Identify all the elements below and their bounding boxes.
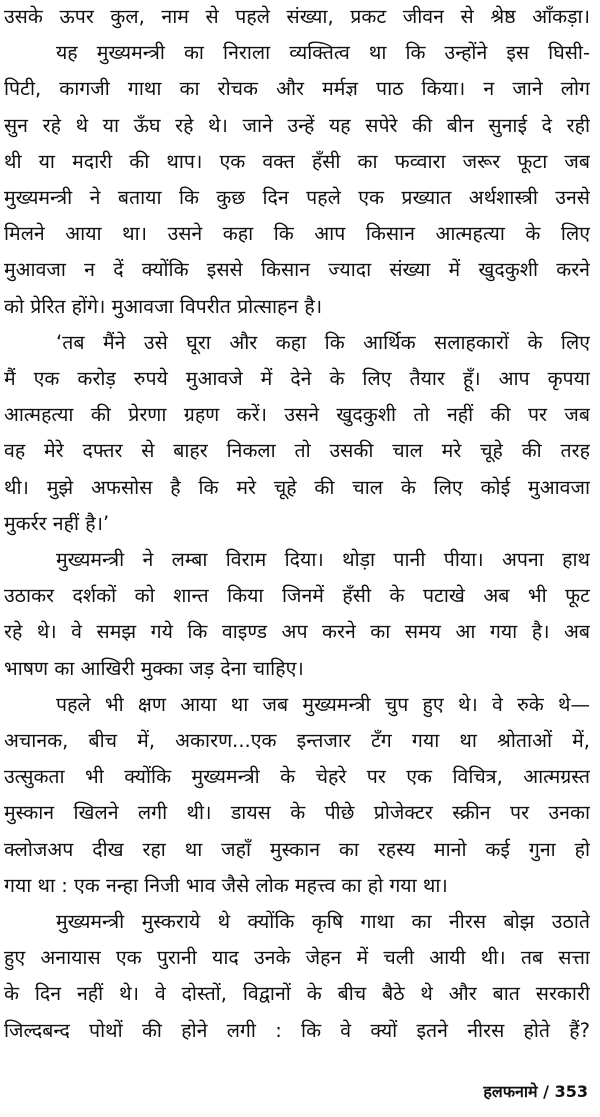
text-line: हुए अनायास एक पुरानी याद उनके जेहन में चली आयी थी। तब सत्ता	[4, 946, 590, 970]
text-line: क्लोजअप दीख रहा था जहाँ मुस्कान का रहस्य मानो कई गुना हो	[4, 837, 590, 861]
text-line: पिटी, कागजी गाथा का रोचक और मर्मज्ञ पाठ किया। न जाने लोग	[4, 77, 590, 101]
text-line: वह मेरे दफ्तर से बाहर निकला तो उसकी चाल मरे चूहे की तरह	[4, 439, 590, 463]
text-line: आत्महत्या की प्रेरणा ग्रहण करें। उसने खुदकुशी तो नहीं की पर जब	[4, 403, 590, 427]
text-line: गया था : एक नन्हा निजी भाव जैसे लोक महत्त्व का हो गया था।	[4, 873, 448, 897]
text-line: थी। मुझे अफसोस है कि मरे चूहे की चाल के लिए कोई मुआवजा	[4, 475, 590, 499]
text-line: मुकर्रर नहीं है।’	[4, 511, 110, 535]
page-footer-title-and-number: हलफनामे / 353	[483, 1082, 588, 1101]
text-line: मैं एक करोड़ रुपये मुआवजे में देने के लिए तैयार हूँ। आप कृपया	[4, 367, 590, 390]
text-line: उत्सुकता भी क्योंकि मुख्यमन्त्री के चेहरे पर एक विचित्र, आत्मग्रस्त	[4, 765, 590, 789]
text-line: रहे थे। वे समझ गये कि वाइण्ड अप करने का समय आ गया है। अब	[4, 620, 590, 644]
text-line: मुख्यमन्त्री ने बताया कि कुछ दिन पहले एक प्रख्यात अर्थशास्त्री उनसे	[4, 186, 590, 209]
text-line: सुन रहे थे या ऊँघ रहे थे। जाने उन्हें यह सपेरे की बीन सुनाई दे रही	[4, 113, 590, 137]
text-line: मुआवजा न दें क्योंकि इससे किसान ज्यादा संख्या में खुदकुशी करने	[4, 258, 590, 282]
text-line: मुख्यमन्त्री मुस्कराये थे क्योंकि कृषि गाथा का नीरस बोझ उठाते	[56, 910, 590, 933]
text-line: पहले भी क्षण आया था जब मुख्यमन्त्री चुप हुए थे। वे रुके थे—	[56, 692, 590, 716]
text-line: ‘तब मैंने उसे घूरा और कहा कि आर्थिक सलाहकारों के लिए	[56, 330, 590, 354]
text-line: मिलने आया था। उसने कहा कि आप किसान आत्महत्या के लिए	[4, 222, 590, 246]
text-line: थी या मदारी की थाप। एक वक्त हँसी का फव्वारा जरूर फूटा जब	[4, 149, 590, 173]
text-line: यह मुख्यमन्त्री का निराला व्यक्तित्व था कि उन्होंने इस घिसी-	[56, 41, 590, 65]
text-line: उठाकर दर्शकों को शान्त किया जिनमें हँसी के पटाखे अब भी फूट	[4, 584, 590, 608]
text-line: उसके ऊपर कुल, नाम से पहले संख्या, प्रकट जीवन से श्रेष्ठ आँकड़ा।	[4, 5, 590, 28]
text-line: मुख्यमन्त्री ने लम्बा विराम दिया। थोड़ा पानी पीया। अपना हाथ	[56, 548, 590, 571]
text-line: मुस्कान खिलने लगी थी। डायस के पीछे प्रोजेक्टर स्क्रीन पर उनका	[4, 801, 590, 825]
text-line: भाषण का आखिरी मुक्का जड़ देना चाहिए।	[4, 656, 304, 680]
text-line: अचानक, बीच में, अकारण...एक इन्तजार टँग गया था श्रोताओं में,	[4, 729, 590, 752]
text-line: को प्रेरित होंगे। मुआवजा विपरीत प्रोत्साहन है।	[4, 294, 323, 318]
text-line: के दिन नहीं थे। वे दोस्तों, विद्वानों के बीच बैठे थे और बात सरकारी	[4, 982, 590, 1006]
text-line: जिल्दबन्द पोथों की होने लगी : कि वे क्यों इतने नीरस होते हैं?	[4, 1018, 590, 1042]
